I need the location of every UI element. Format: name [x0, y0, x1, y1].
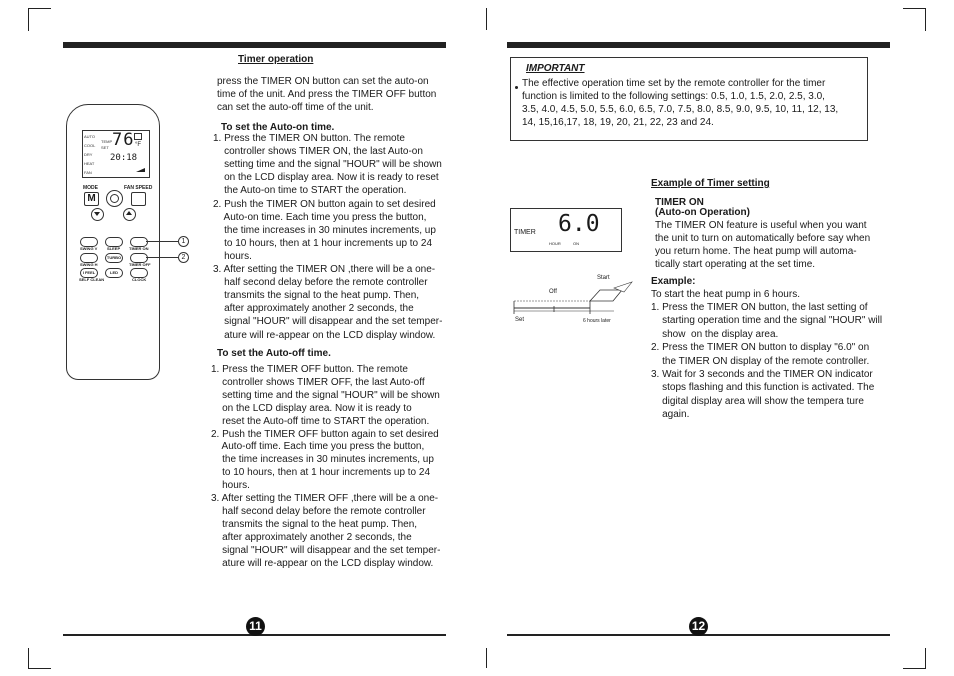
- lcd-clock: 20:18: [110, 153, 138, 163]
- crop-mark: [903, 8, 926, 31]
- lcd-mode-label: HEAT: [84, 161, 95, 166]
- page-number-left: 11: [246, 617, 265, 636]
- auto-on-step-line: after approximately another 2 seconds, the: [213, 303, 414, 315]
- timer-timeline: [510, 270, 635, 330]
- lcd-mode-label: FAN: [84, 170, 92, 175]
- auto-off-step-line: Auto-off time. Each time you press the button,: [211, 441, 425, 453]
- arrow-down-icon: [94, 212, 100, 216]
- lcd-mode-label: DRY: [84, 152, 93, 157]
- turbo-button[interactable]: TURBO: [105, 253, 123, 263]
- lcd-mode-label: AUTO: [84, 134, 96, 139]
- auto-on-step-line: transmits the signal to the heat pump. Then,: [213, 290, 420, 302]
- callout-line: [146, 241, 178, 242]
- lcd-battery-icon: [136, 168, 145, 172]
- auto-on-step-line: 2. Push the TIMER ON button again to set desired: [213, 198, 436, 210]
- auto-off-step-line: controller shows TIMER OFF, the last Auto-off: [211, 376, 425, 388]
- example-step-line: 1. Press the TIMER ON button, the last setting of: [651, 302, 868, 313]
- ifeel-button[interactable]: I FEEL: [80, 268, 98, 278]
- important-label: IMPORTANT: [526, 63, 585, 74]
- lcd-signal-icon: [134, 133, 142, 140]
- auto-on-step-line: 3. After setting the TIMER ON ,there will be a one-: [213, 264, 436, 275]
- page-number-right: 12: [689, 617, 708, 636]
- crop-mark: [28, 648, 51, 669]
- swing-h-label: SWING H: [80, 262, 98, 267]
- timer-display-on: ON: [573, 241, 579, 246]
- example-heading: Example:: [651, 276, 696, 287]
- example-step-line: again.: [651, 409, 690, 421]
- timeline-set-label: Set: [515, 317, 525, 323]
- auto-off-step-line: on the LCD display area. Now it is ready to: [211, 402, 412, 414]
- auto-off-step-line: reset the Auto-off time to START the operation.: [211, 415, 430, 427]
- crop-mark: [28, 8, 51, 31]
- timeline-later-label: 6 hours later: [583, 318, 611, 324]
- timeline-start-label: Start: [597, 275, 610, 281]
- arrow-up-icon: [126, 211, 132, 215]
- auto-off-step-line: after approximately another 2 seconds, the: [211, 531, 412, 543]
- crop-mark: [466, 8, 487, 30]
- example-step-line: digital display area will show the tempera ture: [651, 395, 864, 407]
- example-step-line: stops flashing and this function is activated. The: [651, 382, 875, 394]
- timer-display-hour: HOUR: [549, 241, 561, 246]
- swing-v-label: SWING V: [80, 246, 98, 251]
- auto-on-heading: To set the Auto-on time.: [221, 122, 335, 133]
- example-step-line: starting operation time and the signal "HOUR" will: [651, 315, 883, 327]
- lcd-mode-label: COOL: [84, 143, 96, 148]
- crop-mark: [466, 648, 487, 668]
- crop-mark: [903, 648, 926, 669]
- auto-off-step-line: the time increases in 30 minutes increments, up: [211, 454, 434, 466]
- auto-off-step-line: setting time and the signal "HOUR" will be shown: [211, 389, 440, 401]
- auto-on-step-line: ature will re-appear on the LCD display window.: [213, 329, 436, 341]
- right-page-top-bar: [507, 42, 890, 48]
- left-page-top-bar: [63, 42, 446, 48]
- auto-on-step-line: controller shows TIMER ON, the last Auto-on: [213, 146, 423, 158]
- auto-off-step-line: 2. Push the TIMER OFF button again to set desired: [211, 428, 439, 440]
- auto-off-step-line: ature will re-appear on the LCD display window.: [211, 557, 434, 569]
- timer-on-line: tically start operating at the set time.: [655, 259, 816, 270]
- auto-off-step-line: signal "HOUR" will disappear and the set temper-: [211, 544, 441, 556]
- intro-line: time of the unit. And press the TIMER OFF button: [217, 89, 437, 100]
- auto-on-step-line: signal "HOUR" will disappear and the set temper-: [213, 316, 443, 328]
- auto-on-step-line: half second delay before the remote controller: [213, 277, 428, 289]
- auto-on-step-line: setting time and the signal "HOUR" will be shown: [213, 159, 442, 171]
- self-clean-label: SELF CLEAN: [79, 277, 105, 282]
- auto-off-heading: To set the Auto-off time.: [217, 348, 331, 359]
- callout-2: 2: [178, 252, 189, 263]
- auto-off-step-line: 3. After setting the TIMER OFF ,there will be a one-: [211, 493, 439, 504]
- sleep-label: SLEEP: [107, 246, 121, 251]
- fan-speed-button[interactable]: [131, 192, 146, 206]
- example-step-line: show on the display area.: [651, 328, 779, 340]
- example-intro: To start the heat pump in 6 hours.: [651, 289, 800, 300]
- important-line: function is limited to the following settings: 0.5, 1.0, 1.5, 2.0, 2.5, 3.0,: [522, 90, 825, 102]
- auto-off-step-line: hours.: [211, 480, 250, 492]
- callout-line: [146, 257, 178, 258]
- example-step-line: 3. Wait for 3 seconds and the TIMER ON indicator: [651, 369, 873, 380]
- lcd-temp-label: TEMP: [101, 139, 113, 144]
- timer-on-heading: TIMER ON: [655, 197, 704, 208]
- auto-on-step-line: hours.: [213, 250, 252, 262]
- auto-on-step-line: to 10 hours, then at 1 hour increments up to 24: [213, 237, 433, 249]
- example-title: Example of Timer setting: [651, 178, 770, 189]
- fan-speed-label: FAN SPEED: [124, 185, 153, 191]
- intro-line: press the TIMER ON button can set the auto-on: [217, 76, 429, 87]
- important-line: 14, 15,16,17, 18, 19, 20, 21, 22, 23 and 24.: [522, 116, 714, 128]
- timer-display-value: 6.0: [558, 211, 600, 237]
- timer-on-line: you return home. The heat pump will automa-: [655, 246, 857, 257]
- section-title: Timer operation: [238, 54, 314, 65]
- power-icon: [110, 194, 119, 203]
- timer-on-line: the unit to turn on automatically before say when: [655, 233, 871, 244]
- mode-button[interactable]: M: [84, 192, 99, 206]
- auto-on-step-line: the time increases in 30 minutes increments, up: [213, 224, 436, 236]
- important-line: 3.5, 4.0, 4.5, 5.0, 5.5, 6.0, 6.5, 7.0, 7.5, 8.0, 8.5, 9.0, 9.5, 10, 11, 12, 13,: [522, 103, 839, 115]
- bullet-icon: [515, 86, 518, 89]
- auto-on-step-line: on the LCD display area. Now it is ready to reset: [213, 172, 439, 184]
- example-step-line: the TIMER ON display of the remote controller.: [651, 355, 870, 367]
- auto-on-step-line: the Auto-on time to START the operation.: [213, 185, 407, 197]
- lcd-set-label: SET: [101, 145, 109, 150]
- lcd-unit: °F: [135, 142, 142, 148]
- timer-on-label: TIMER ON: [129, 246, 149, 251]
- important-line: The effective operation time set by the remote controller for the timer: [522, 78, 826, 89]
- auto-off-step-line: transmits the signal to the heat pump. Then,: [211, 518, 418, 530]
- auto-on-step-line: Auto-on time. Each time you press the button,: [213, 211, 427, 223]
- auto-on-step-line: 1. Press the TIMER ON button. The remote: [213, 133, 405, 144]
- callout-1: 1: [178, 236, 189, 247]
- example-step-line: 2. Press the TIMER ON button to display "6.0" on: [651, 342, 870, 354]
- led-button[interactable]: LED: [105, 268, 123, 278]
- intro-line: can set the auto-off time of the unit.: [217, 102, 374, 113]
- timer-display-label: TIMER: [514, 229, 536, 236]
- timeline-off-label: Off: [549, 289, 557, 295]
- auto-off-step-line: 1. Press the TIMER OFF button. The remote: [211, 364, 408, 375]
- timer-on-line: The TIMER ON feature is useful when you want: [655, 220, 867, 231]
- auto-off-step-line: half second delay before the remote controller: [211, 505, 426, 517]
- clock-label: CLOCK: [132, 277, 147, 282]
- timer-off-label: TIMER OFF: [129, 262, 151, 267]
- auto-off-step-line: to 10 hours, then at 1 hour increments up to 24: [211, 467, 431, 479]
- mode-label: MODE: [83, 185, 98, 191]
- timer-on-subheading: (Auto-on Operation): [655, 207, 750, 218]
- lcd-temperature: 76: [112, 130, 135, 150]
